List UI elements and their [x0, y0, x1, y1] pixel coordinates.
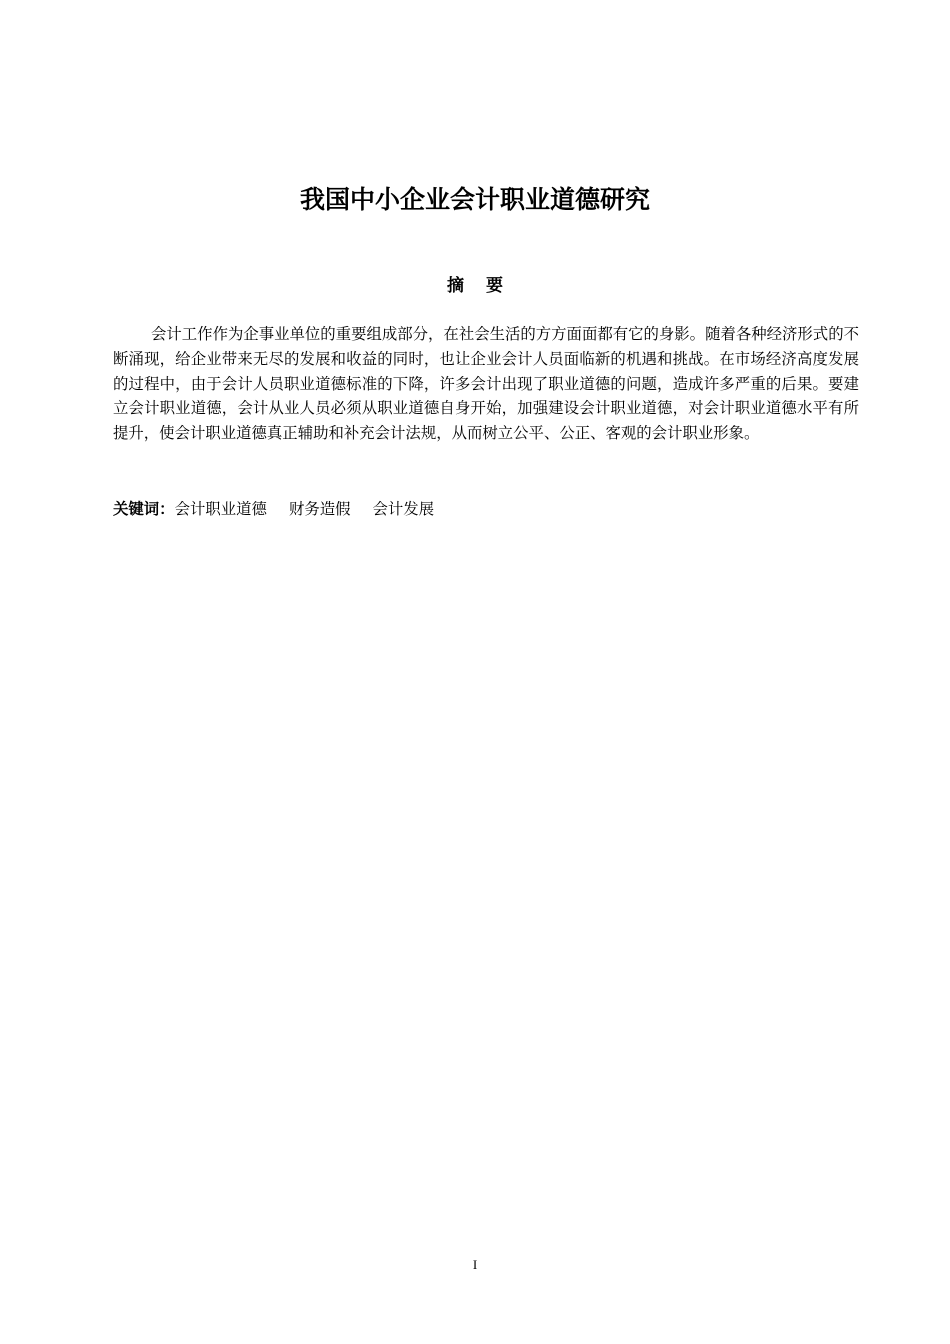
abstract-paragraph: 会计工作作为企事业单位的重要组成部分，在社会生活的方方面面都有它的身影。随着各种经济形式的不断涌现，给企业带来无尽的发展和收益的同时，也让企业会计人员面临新的机遇和挑战。在市场经济高度发展的过程中，由于会计人员职业道德标准的下降，许多会计出现了职业道德的问题，造成许多严重的后果。要建立会计职业道德，会计从业人员必须从职业道德自身开始，加强建设会计职业道德，对会计职业道德水平有所提升，使会计职业道德真正辅助和补充会计法规，从而树立公平、公正、客观的会计职业形象。 [113, 325, 859, 443]
keyword-accounting-ethics: 会计职业道德 [174, 500, 267, 518]
page-title: 我国中小企业会计职业道德研究 [299, 185, 650, 214]
keyword-financial-fraud: 财务造假 [288, 500, 351, 518]
keywords-label: 关键词： [113, 500, 175, 518]
keyword-accounting-development: 会计发展 [372, 500, 435, 518]
page-number: I [472, 1257, 478, 1272]
keywords-line [113, 496, 859, 522]
abstract-heading: 摘要 [447, 276, 525, 296]
